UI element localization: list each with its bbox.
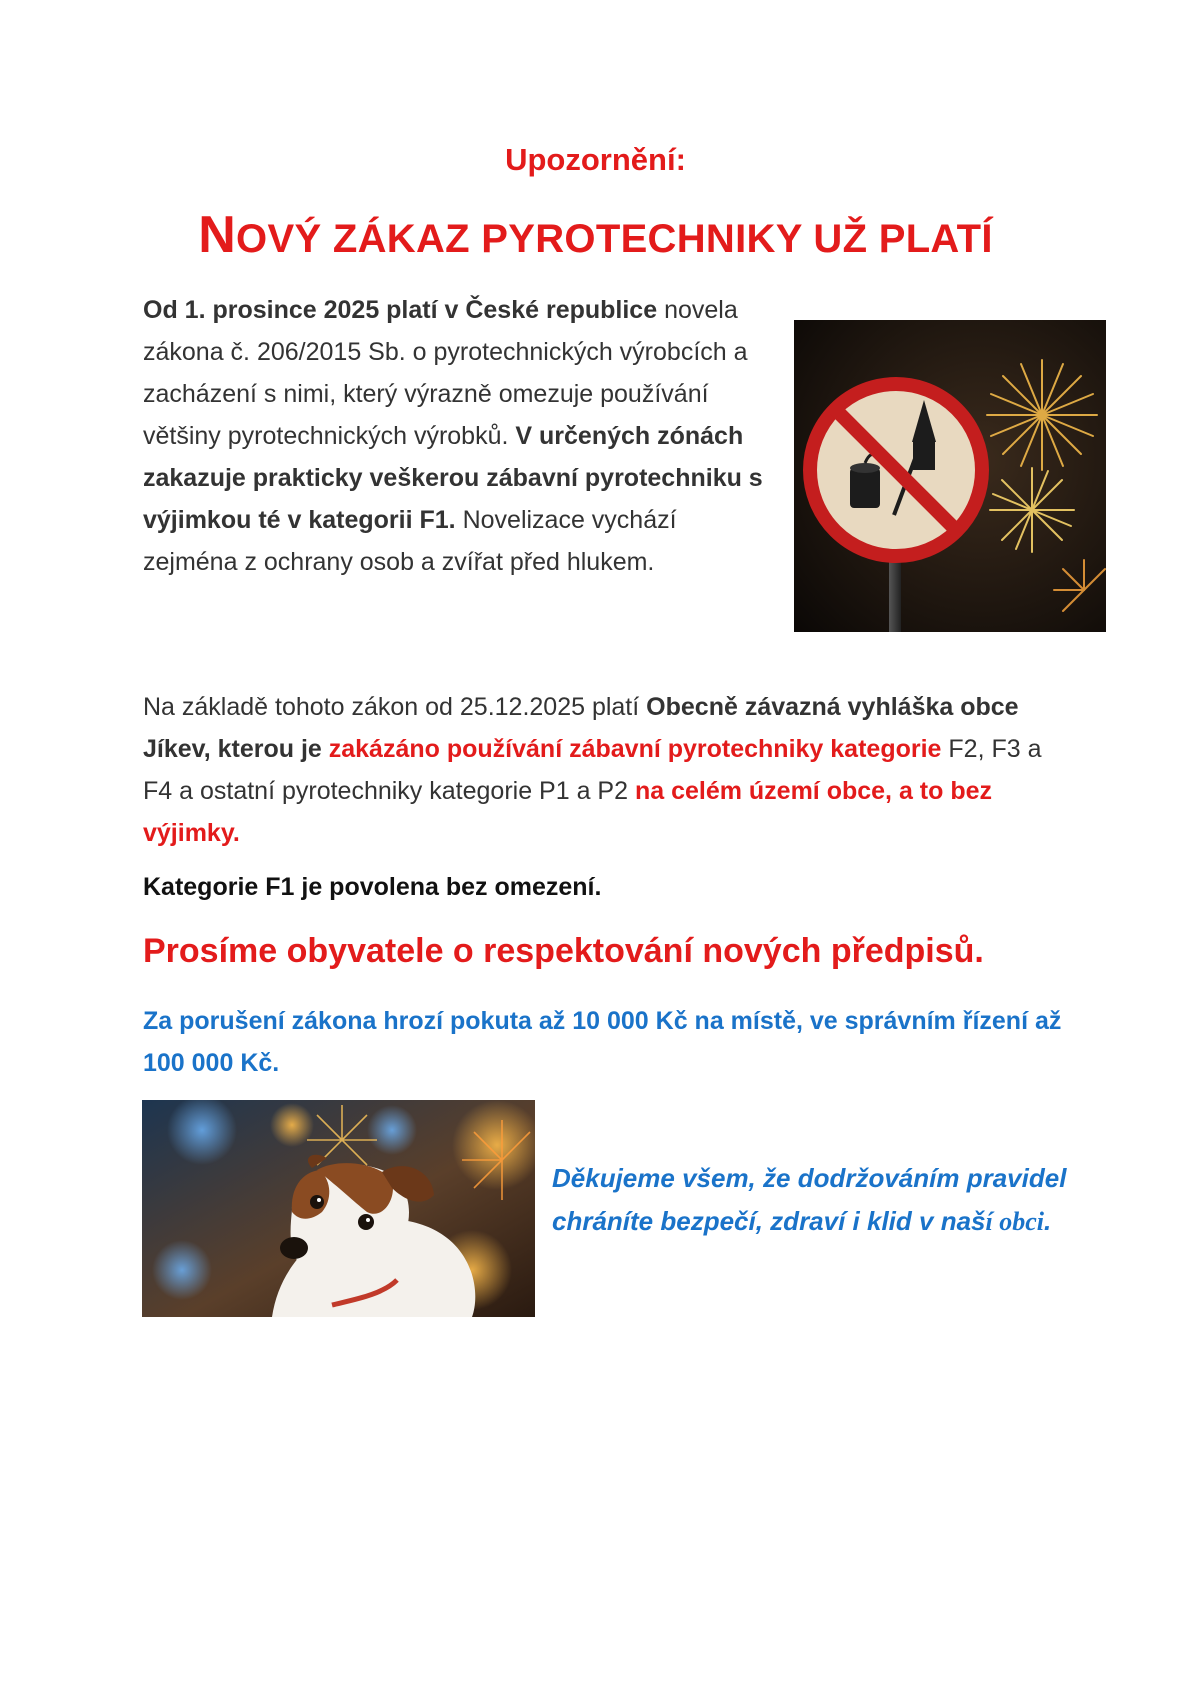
law-red-1: zakázáno používání zábavní pyrotechniky kategorie [328,735,942,763]
intro-paragraph [143,289,763,583]
thanks-text: Děkujeme všem, že dodržováním pravidel chráníte bezpečí, zdraví i klid v naš [552,1163,1067,1236]
law-red-2: na celém území obce, a to bez výjimky. [143,777,993,847]
notice-label: Upozornění: [505,142,686,177]
scared-dog-photo [142,1100,535,1317]
page-title [0,205,1191,265]
thanks-serif-part: í obci [985,1207,1044,1236]
title-rest: OVÝ ZÁKAZ PYROTECHNIKY UŽ PLATÍ [236,217,993,261]
f1-category-note: Kategorie F1 je povolena bez omezení. [143,873,602,901]
law-text-2: F2, F3 a F4 a ostatní pyrotechniky kategorie P1 a P2 [143,735,1042,805]
law-text-1: Na základě tohoto zákon od 25.12.2025 platí [143,693,640,721]
law-paragraph [143,686,1063,854]
prohibition-sign-icon [810,384,982,556]
appeal-heading: Prosíme obyvatele o respektování nových předpisů. [143,932,984,970]
fine-warning: Za porušení zákona hrozí pokuta až 10 000 Kč na místě, ve správním řízení až 100 000 Kč. [143,1007,1062,1077]
intro-text-2: Novelizace vychází zejména z ochrany osob a zvířat před hlukem. [143,506,677,576]
no-fireworks-sign-photo [794,320,1106,632]
law-bold-1: Obecně závazná vyhláška obce Jíkev, kterou je [143,693,1019,763]
intro-bold-mid: V určených zónách zakazuje prakticky veškerou zábavní pyrotechniku s výjimkou té v kategorii F1. [143,422,763,534]
thanks-end: . [1044,1206,1052,1236]
intro-text-1: novela zákona č. 206/2015 Sb. o pyrotechnických výrobcích a zacházení s nimi, který výrazně omezuje používání většiny pyrotechnických výrobků. [143,296,748,450]
intro-bold-lead: Od 1. prosince 2025 platí v České republice [143,296,658,324]
title-first-letter: N [198,206,237,264]
thanks-message [552,1157,1072,1243]
